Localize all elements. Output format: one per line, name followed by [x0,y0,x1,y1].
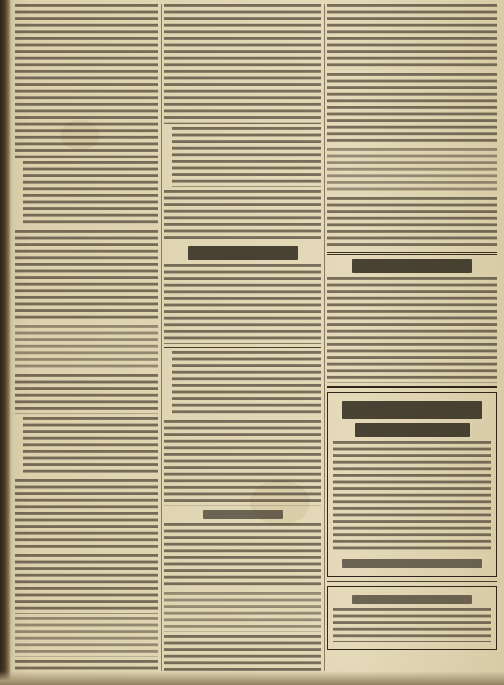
article-text [327,4,497,70]
article-text [15,479,158,551]
section-heading [352,259,472,273]
announcement-box [327,392,497,577]
column-3 [327,4,497,673]
article-text [164,190,321,242]
section-rule [327,386,497,388]
article-text [23,417,158,476]
announcement-body [333,441,491,553]
article-text [172,351,321,417]
article-text [327,197,497,249]
article-text [164,592,321,632]
section-rule [327,252,497,255]
section-heading [188,246,298,260]
article-text [164,635,321,673]
article-text [327,148,497,194]
article-text [15,617,158,657]
advertisement-box [327,586,497,650]
binding-edge [0,0,11,685]
article-text [164,420,321,506]
advertisement-body [333,608,491,642]
announcement-subtitle [355,423,470,437]
article-text [15,374,158,414]
column-1 [15,4,158,673]
article-text [15,554,158,614]
article-text [164,4,321,124]
section-heading [203,510,283,519]
column-2 [164,4,321,673]
article-text [15,230,158,322]
section-rule [327,581,497,582]
article-text [172,127,321,187]
announcement-title [342,401,482,419]
article-text [327,73,497,145]
article-text [23,161,158,227]
page-bottom-edge [0,671,504,685]
announcement-signature [342,559,482,568]
article-text [164,264,321,344]
article-text [327,277,497,383]
article-text [15,4,158,158]
article-text [164,523,321,589]
section-rule [164,347,321,348]
advertisement-title [352,595,472,604]
column-divider [324,4,325,671]
column-divider [161,4,162,671]
article-text [15,325,158,371]
